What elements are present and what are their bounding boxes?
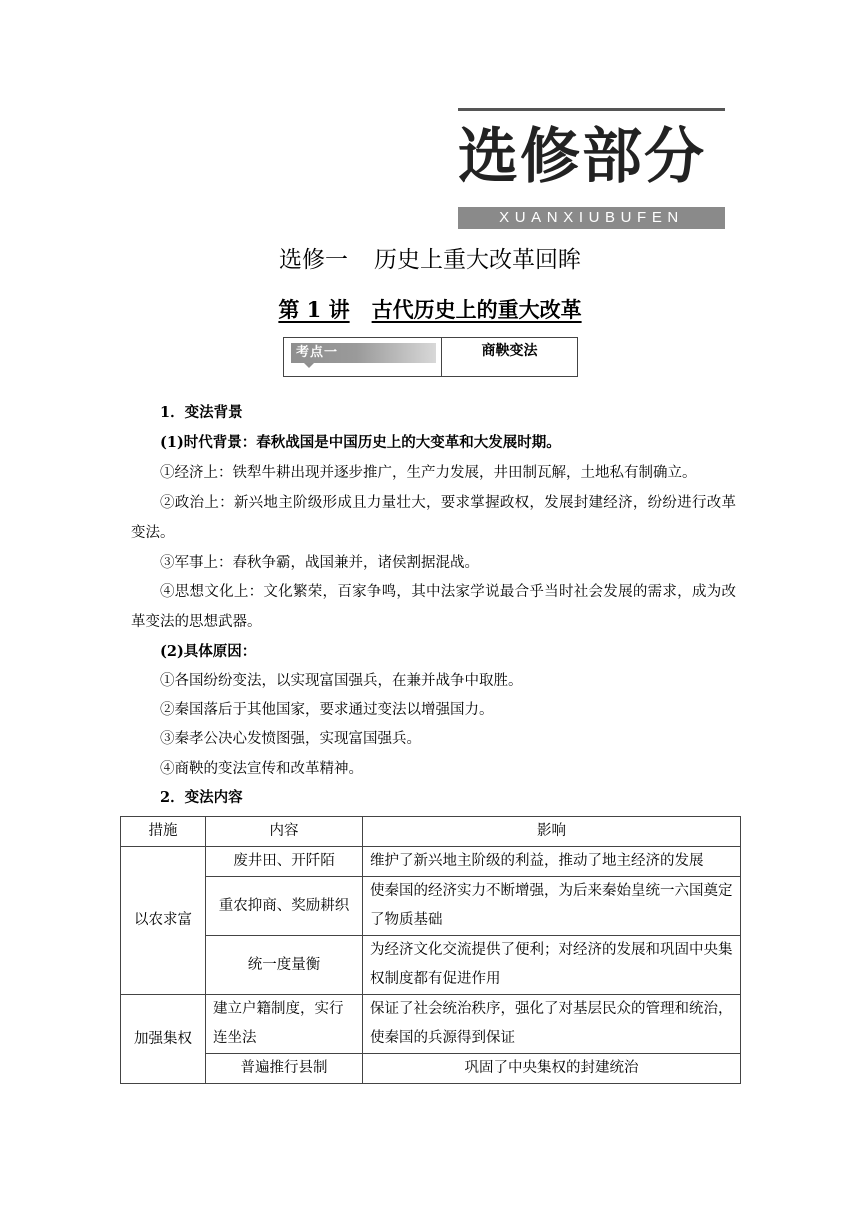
content-cell: 统一度量衡 <box>206 936 363 995</box>
banner-top-rule <box>458 108 725 111</box>
measure-agriculture: 以农求富 <box>121 847 206 995</box>
section-heading-background: 1．变法背景 <box>160 404 243 421</box>
section-heading-content: 2．变法内容 <box>160 789 243 806</box>
key-point-badge <box>291 343 436 363</box>
table-row <box>121 936 741 995</box>
cultural-background: ④思想文化上：文化繁荣，百家争鸣，其中法家学说最合乎当时社会发展的需求，成为改革变法的思想武器。 <box>131 584 736 630</box>
political-background: ②政治上：新兴地主阶级形成且力量壮大，要求掌握政权，发展封建经济，纷纷进行改革变法。 <box>131 495 736 541</box>
table-row <box>121 1054 741 1084</box>
impact-cell: 使秦国的经济实力不断增强，为后来秦始皇统一六国奠定了物质基础 <box>363 877 741 936</box>
header-measure: 措施 <box>121 817 206 847</box>
impact-cell: 维护了新兴地主阶级的利益，推动了地主经济的发展 <box>363 847 741 877</box>
banner-subtitle: XUANXIUBUFEN <box>458 207 725 229</box>
impact-cell: 巩固了中央集权的封建统治 <box>363 1054 741 1084</box>
era-background: (1)时代背景：春秋战国是中国历史上的大变革和大发展时期。 <box>160 434 561 451</box>
content-cell: 建立户籍制度，实行连坐法 <box>206 995 363 1054</box>
impact-cell: 保证了社会统治秩序，强化了对基层民众的管理和统治，使秦国的兵源得到保证 <box>363 995 741 1054</box>
economic-background: ①经济上：铁犁牛耕出现并逐步推广，生产力发展，井田制瓦解，土地私有制确立。 <box>160 465 697 481</box>
content-cell: 废井田、开阡陌 <box>206 847 363 877</box>
military-background: ③军事上：春秋争霸，战国兼并，诸侯割据混战。 <box>160 555 479 571</box>
lecture-title <box>0 295 860 325</box>
banner-title: 选修部分 <box>458 122 706 192</box>
reason-1: ①各国纷纷变法，以实现富国强兵，在兼并战争中取胜。 <box>160 673 523 689</box>
key-point-box <box>283 337 578 377</box>
module-number: 选修一 <box>279 247 348 273</box>
key-point-badge-cell <box>284 338 442 376</box>
header-content: 内容 <box>206 817 363 847</box>
content-cell: 普遍推行县制 <box>206 1054 363 1084</box>
specific-reasons-heading: (2)具体原因： <box>160 643 257 660</box>
module-name: 历史上重大改革回眸 <box>374 247 581 273</box>
table-row <box>121 847 741 877</box>
table-row <box>121 995 741 1054</box>
lecture-number: 第 1 讲 <box>278 297 350 322</box>
badge-notch <box>304 363 314 368</box>
table-header-row <box>121 817 741 847</box>
lecture-name: 古代历史上的重大改革 <box>371 297 582 322</box>
key-point-topic: 商鞅变法 <box>481 343 538 359</box>
reason-4: ④商鞅的变法宣传和改革精神。 <box>160 761 363 777</box>
key-point-badge-label: 考点一 <box>296 345 339 360</box>
reform-content-table <box>120 816 741 1084</box>
header-impact: 影响 <box>363 817 741 847</box>
content-cell: 重农抑商、奖励耕织 <box>206 877 363 936</box>
impact-cell: 为经济文化交流提供了便利；对经济的发展和巩固中央集权制度都有促进作用 <box>363 936 741 995</box>
measure-centralization: 加强集权 <box>121 995 206 1084</box>
reason-2: ②秦国落后于其他国家，要求通过变法以增强国力。 <box>160 702 494 718</box>
table-row <box>121 877 741 936</box>
module-title <box>0 244 860 276</box>
reason-3: ③秦孝公决心发愤图强，实现富国强兵。 <box>160 731 421 747</box>
